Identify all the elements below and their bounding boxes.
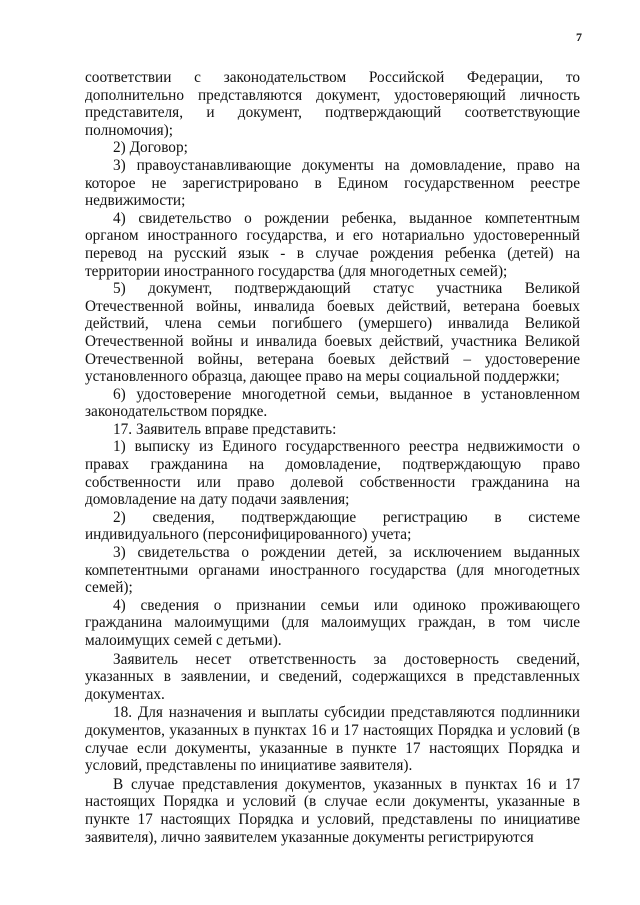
paragraph: В случае представления документов, указанных в пунктах 16 и 17 настоящих Порядка и условий (в случае если документы, указанные в пункте 17 настоящих Порядка и условий, представлены по инициативе заявителя), лично заявителем указанные документы регистрируются — [85, 775, 580, 846]
page-number: 7 — [576, 30, 582, 44]
paragraph: Заявитель несет ответственность за достоверность сведений, указанных в заявлении, и сведений, содержащихся в представленных документах. — [85, 650, 580, 703]
paragraph: 3) правоустанавливающие документы на домовладение, право на которое не зарегистрировано в Едином государственном реестре недвижимости; — [85, 156, 580, 210]
paragraph: 18. Для назначения и выплаты субсидии представляются подлинники документов, указанных в пунктах 16 и 17 настоящих Порядка и условий (в случае если документы, указанные в пункте 17 настоящих Порядка и условий, представлены по инициативе заявителя). — [85, 704, 580, 775]
paragraph: 2) Договор; — [113, 139, 188, 157]
document-body — [85, 69, 580, 846]
paragraph: 17. Заявитель вправе представить: — [113, 420, 337, 438]
paragraph: 1) выписку из Единого государственного реестра недвижимости о правах гражданина на домовладение, подтверждающую право собственности или право долевой собственности гражданина на домовладение на дату подачи заявления; — [85, 438, 580, 509]
paragraph: 4) сведения о признании семьи или одиноко проживающего гражданина малоимущими (для малоимущих граждан, в том числе малоимущих семей с детьми). — [85, 596, 580, 649]
paragraph: соответствии с законодательством Российской Федерации, то дополнительно представляются документ, удостоверяющий личность представителя, и документ, подтверждающий соответствующие полномочия); — [85, 69, 580, 139]
paragraph: 5) документ, подтверждающий статус участника Великой Отечественной войны, инвалида боевых действий, ветерана боевых действий, члена семьи погибшего (умершего) инвалида Великой Отечественной войны и инвалида боевых действий, участника Великой Отечественной войны, ветерана боевых действий – удостоверение установленного образца, дающее право на меры социальной поддержки; — [85, 280, 580, 386]
paragraph: 6) удостоверение многодетной семьи, выданное в установленном законодательством порядке. — [85, 385, 580, 421]
paragraph: 2) сведения, подтверждающие регистрацию в системе индивидуального (персонифицированного) учета; — [85, 508, 580, 544]
paragraph: 4) свидетельство о рождении ребенка, выданное компетентным органом иностранного государства, и его нотариально удостоверенный перевод на русский язык - в случае рождения ребенка (детей) на территории иностранного государства (для многодетных семей); — [85, 209, 580, 280]
paragraph: 3) свидетельства о рождении детей, за исключением выданных компетентными органами иностранного государства (для многодетных семей); — [85, 544, 580, 597]
